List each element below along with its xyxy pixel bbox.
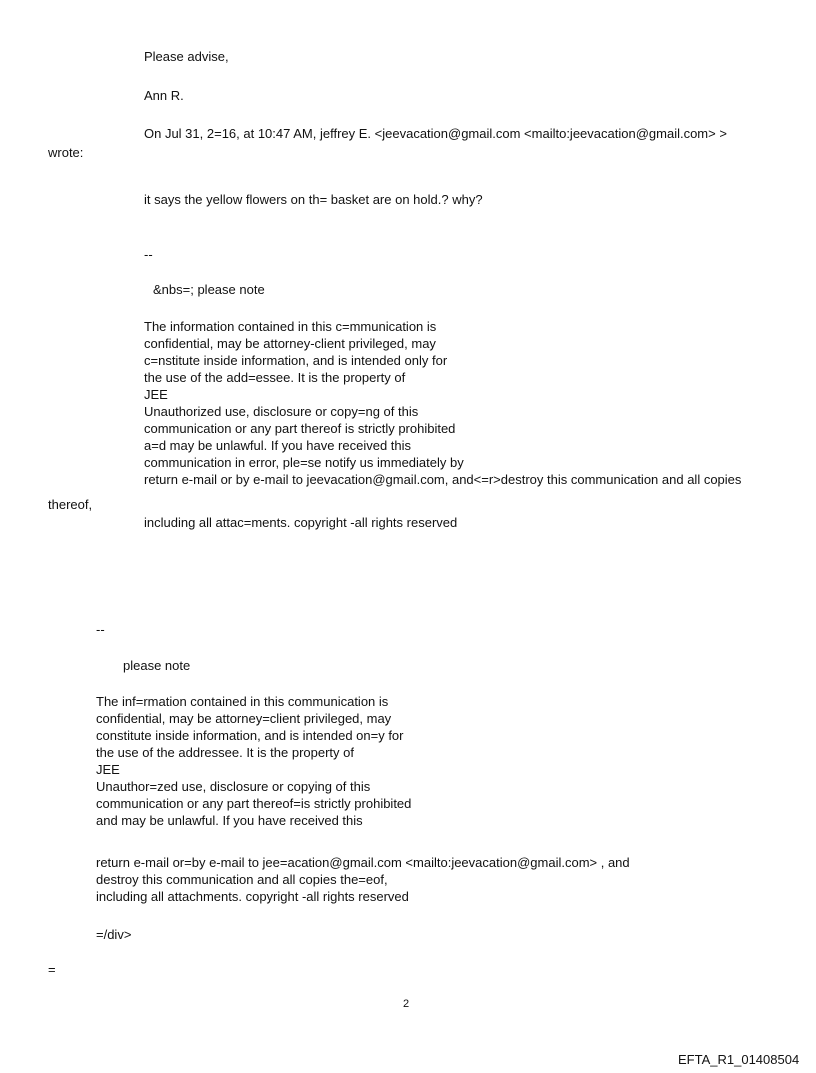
outer-notice-line: constitute inside information, and is intended on=y for: [96, 728, 404, 743]
outer-return-line: destroy this communication and all copies the=eof,: [96, 872, 388, 887]
document-id: EFTA_R1_01408504: [678, 1052, 800, 1067]
outer-dashes: --: [96, 622, 105, 637]
quoted-notice-line: return e-mail or by e-mail to jeevacation@gmail.com, and<=r>destroy this communication and all copies: [144, 472, 742, 487]
quoted-notice-wrap: thereof,: [48, 497, 93, 512]
question-line: it says the yellow flowers on th= basket are on hold.? why?: [144, 192, 483, 207]
outer-notice-line: The inf=rmation contained in this communication is: [96, 694, 389, 709]
quoted-notice-line: c=nstitute inside information, and is intended only for: [144, 353, 448, 368]
attribution-line: On Jul 31, 2=16, at 10:47 AM, jeffrey E. <jeevacation@gmail.com <mailto:jeevacation@gmail.com> >: [144, 126, 727, 141]
outer-notice-line: confidential, may be attorney=client privileged, may: [96, 711, 392, 726]
outer-please-note: please note: [123, 658, 191, 673]
outer-notice-line: Unauthor=zed use, disclosure or copying of this: [96, 779, 371, 794]
attribution-wrap: wrote:: [48, 145, 84, 160]
quoted-notice-line: Unauthorized use, disclosure or copy=ng of this: [144, 404, 419, 419]
quoted-notice-line: communication in error, ple=se notify us immediately by: [144, 455, 464, 470]
equals-line: =: [48, 962, 56, 977]
div-close-line: =/div>: [96, 927, 132, 942]
quoted-notice-last: including all attac=ments. copyright -all rights reserved: [144, 515, 458, 530]
nbs-note-line: &nbs=; please note: [153, 282, 265, 297]
outer-notice-line: and may be unlawful. If you have received this: [96, 813, 363, 828]
quoted-notice-line: confidential, may be attorney-client privileged, may: [144, 336, 436, 351]
page-number: 2: [403, 998, 410, 1010]
quoted-notice-line: a=d may be unlawful. If you have received this: [144, 438, 412, 453]
quoted-notice-line: the use of the add=essee. It is the property of: [144, 370, 406, 385]
signature-dashes: --: [144, 247, 153, 262]
outer-notice-line: the use of the addressee. It is the property of: [96, 745, 354, 760]
outer-return-line: including all attachments. copyright -all rights reserved: [96, 889, 409, 904]
outer-notice-line: communication or any part thereof=is strictly prohibited: [96, 796, 412, 811]
outer-return-line: return e-mail or=by e-mail to jee=acation@gmail.com <mailto:jeevacation@gmail.com> , and: [96, 855, 630, 870]
signature: Ann R.: [144, 88, 184, 103]
advise-line: Please advise,: [144, 49, 229, 64]
quoted-notice-line: The information contained in this c=mmunication is: [144, 319, 437, 334]
quoted-notice-line: communication or any part thereof is strictly prohibited: [144, 421, 456, 436]
outer-notice-line: JEE: [96, 762, 120, 777]
quoted-notice-line: JEE: [144, 387, 168, 402]
